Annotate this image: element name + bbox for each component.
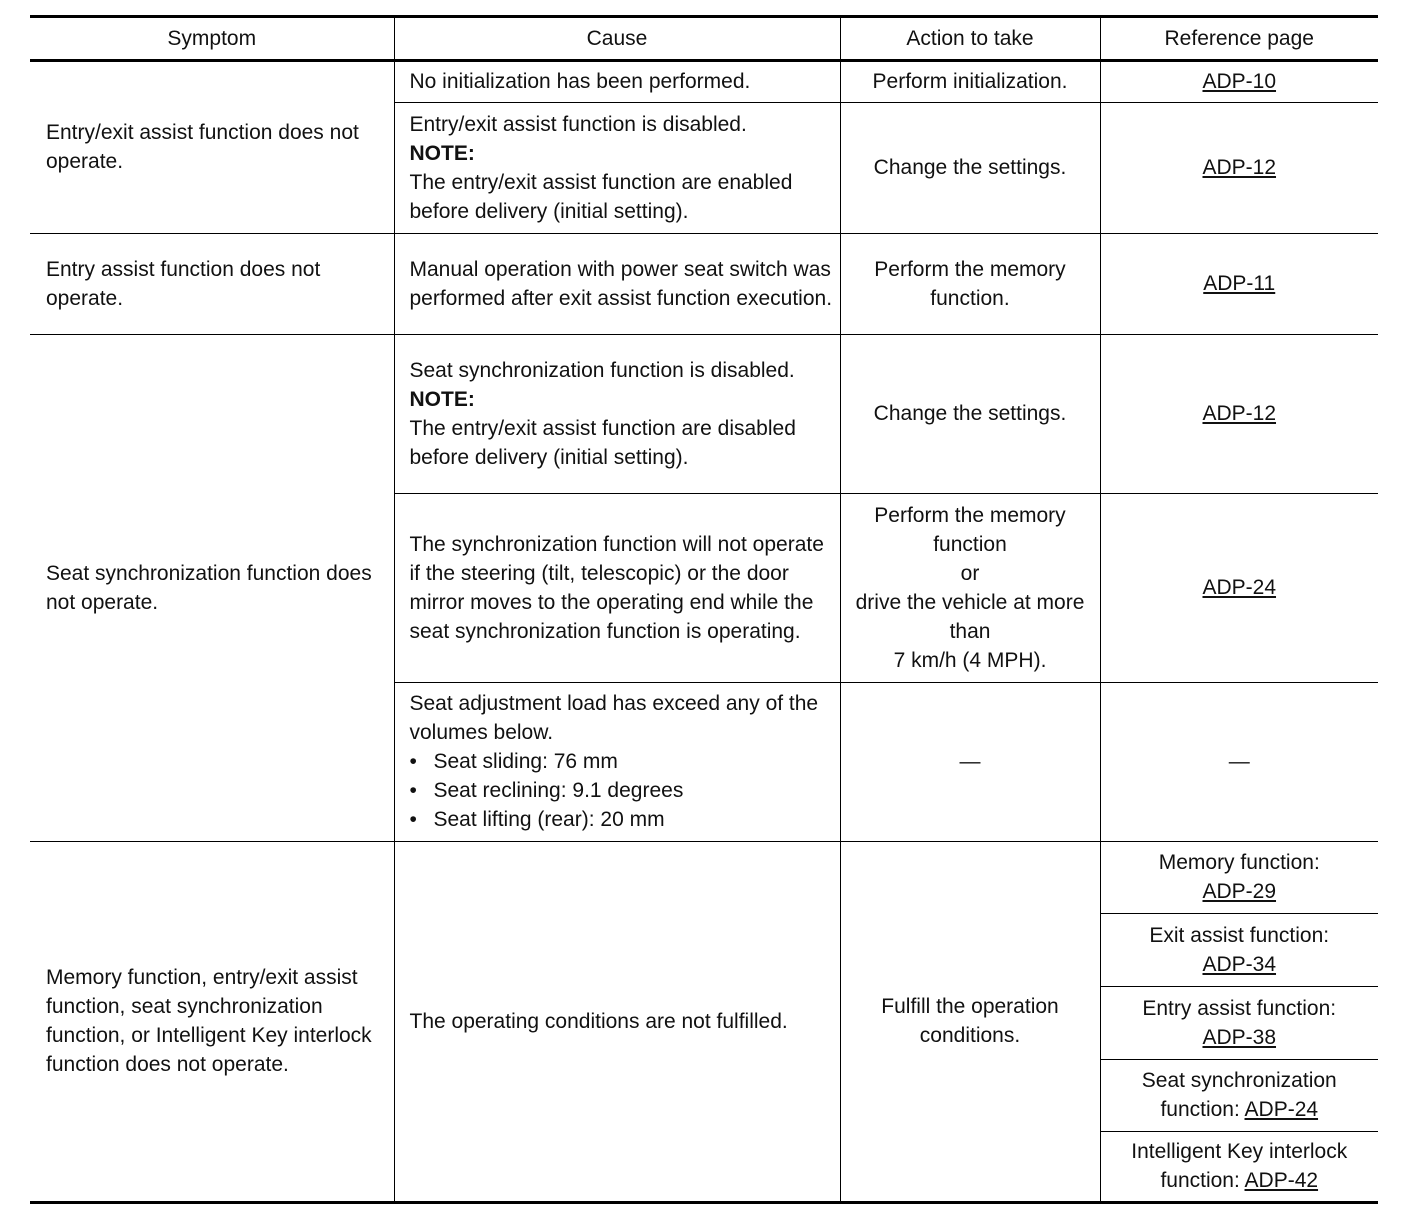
reference-link[interactable]: ADP-10 bbox=[1202, 70, 1277, 93]
reference-cell bbox=[1100, 61, 1378, 103]
reference-cell bbox=[1100, 494, 1378, 683]
note-label: NOTE: bbox=[409, 141, 475, 165]
cause-text: Seat adjustment load has exceed any of the volumes below. bbox=[409, 692, 819, 744]
header-reference: Reference page bbox=[1100, 17, 1378, 61]
reference-label: Exit assist function: bbox=[1149, 923, 1330, 947]
reference-cell bbox=[1100, 987, 1378, 1060]
reference-cell bbox=[1100, 1060, 1378, 1132]
list-item: • Seat reclining: 9.1 degrees bbox=[410, 776, 834, 805]
action-line: drive the vehicle at more than bbox=[855, 590, 1085, 643]
list-item: • Seat lifting (rear): 20 mm bbox=[410, 805, 834, 834]
reference-link[interactable]: ADP-12 bbox=[1202, 156, 1277, 179]
cause-cell: The synchronization function will not operate if the steering (tilt, telescopic) or the door mirror moves to the operating end while the seat synchronization function is operating. bbox=[394, 494, 840, 683]
header-row bbox=[30, 17, 1378, 61]
cause-cell: No initialization has been performed. bbox=[394, 61, 840, 103]
reference-link[interactable]: ADP-42 bbox=[1244, 1169, 1319, 1192]
table-row bbox=[30, 842, 1378, 914]
reference-link[interactable]: ADP-29 bbox=[1202, 880, 1277, 903]
list-item: • Seat sliding: 76 mm bbox=[410, 747, 834, 776]
troubleshooting-table bbox=[30, 15, 1378, 1204]
note-text: The entry/exit assist function are enabled before delivery (initial setting). bbox=[409, 170, 793, 223]
action-cell bbox=[840, 494, 1100, 683]
action-cell: Change the settings. bbox=[840, 335, 1100, 494]
reference-cell: — bbox=[1100, 683, 1378, 842]
reference-cell bbox=[1100, 103, 1378, 234]
symptom-cell: Seat synchronization function does not operate. bbox=[30, 335, 394, 842]
volume-list bbox=[410, 747, 834, 834]
cause-cell: Manual operation with power seat switch was performed after exit assist function execution. bbox=[394, 234, 840, 335]
symptom-cell: Entry/exit assist function does not operate. bbox=[30, 61, 394, 234]
reference-link[interactable]: ADP-24 bbox=[1244, 1098, 1319, 1121]
action-cell: Change the settings. bbox=[840, 103, 1100, 234]
reference-cell bbox=[1100, 1132, 1378, 1203]
action-line: or bbox=[960, 561, 980, 585]
action-cell: Perform the memory function. bbox=[840, 234, 1100, 335]
table-row bbox=[30, 234, 1378, 335]
table-row bbox=[30, 61, 1378, 103]
symptom-cell: Memory function, entry/exit assist function, seat synchronization function, or Intelligent Key interlock function does not operate. bbox=[46, 966, 372, 1076]
reference-label: Memory function: bbox=[1158, 851, 1320, 874]
symptom-cell: Entry assist function does not operate. bbox=[30, 234, 394, 335]
action-cell: Perform initialization. bbox=[840, 61, 1100, 103]
cause-text: Seat synchronization function is disabled. bbox=[409, 358, 795, 382]
cause-cell bbox=[394, 103, 840, 234]
reference-link[interactable]: ADP-12 bbox=[1202, 402, 1277, 425]
cause-cell: The operating conditions are not fulfilled. bbox=[394, 842, 840, 1203]
reference-link[interactable]: ADP-38 bbox=[1202, 1025, 1277, 1049]
header-cause: Cause bbox=[394, 17, 840, 61]
header-symptom: Symptom bbox=[30, 17, 394, 61]
reference-cell bbox=[1100, 842, 1378, 914]
reference-link[interactable]: ADP-11 bbox=[1203, 272, 1276, 295]
cause-text: Entry/exit assist function is disabled. bbox=[409, 112, 747, 136]
reference-cell bbox=[1100, 335, 1378, 494]
reference-cell bbox=[1100, 914, 1378, 987]
table-row bbox=[30, 335, 1378, 494]
reference-link[interactable]: ADP-24 bbox=[1202, 576, 1277, 599]
action-line: Perform the memory function bbox=[874, 503, 1066, 556]
action-cell: Fulfill the operation conditions. bbox=[840, 842, 1100, 1203]
note-label: NOTE: bbox=[409, 387, 475, 411]
reference-label: Intelligent Key interlock function: bbox=[1131, 1140, 1348, 1192]
cause-cell bbox=[394, 335, 840, 494]
reference-label: Entry assist function: bbox=[1142, 996, 1337, 1020]
action-line: 7 km/h (4 MPH). bbox=[893, 648, 1047, 672]
reference-link[interactable]: ADP-34 bbox=[1202, 952, 1277, 976]
header-action: Action to take bbox=[840, 17, 1100, 61]
action-cell: — bbox=[840, 683, 1100, 842]
cause-cell bbox=[394, 683, 840, 842]
reference-label: Seat synchronization function: bbox=[1141, 1069, 1337, 1121]
note-text: The entry/exit assist function are disabled before delivery (initial setting). bbox=[409, 416, 796, 469]
reference-cell bbox=[1100, 234, 1378, 335]
